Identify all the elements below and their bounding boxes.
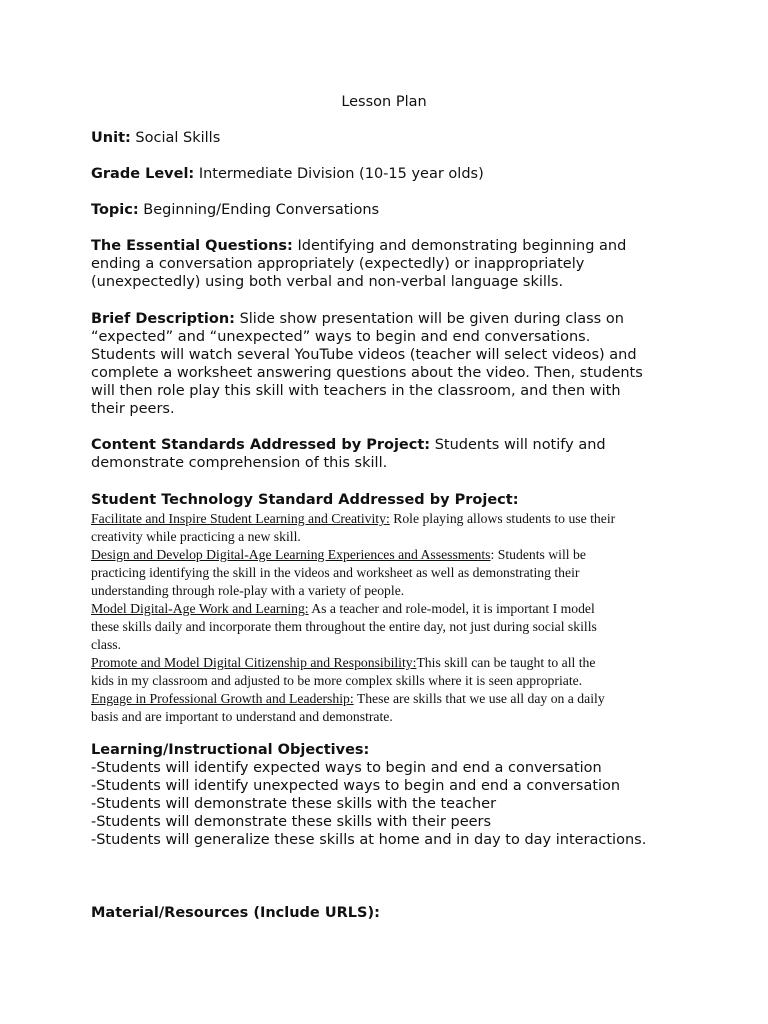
brief-description-section <box>91 310 691 418</box>
brief-text-line: their peers. <box>91 401 175 417</box>
objectives-section <box>91 741 691 849</box>
tech-standard-title: Model Digital-Age Work and Learning: <box>91 601 309 616</box>
content-label: Content Standards Addressed by Project: <box>91 437 431 453</box>
tech-standard-text: These are skills that we use all day on a daily <box>356 691 605 706</box>
brief-text-line: “expected” and “unexpected” ways to begin and end conversations. <box>91 329 591 345</box>
essential-text-line: ending a conversation appropriately (expectedly) or inappropriately <box>91 256 585 272</box>
tech-standards-heading: Student Technology Standard Addressed by Project: <box>91 492 519 508</box>
tech-standard-text: Role playing allows students to use their <box>393 511 616 526</box>
materials-heading: Material/Resources (Include URLS): <box>91 905 380 921</box>
tech-standard-text: As a teacher and role-model, it is important I model <box>311 601 595 616</box>
brief-text-line: complete a worksheet answering questions about the video. Then, students <box>91 365 643 381</box>
tech-standard-title: Engage in Professional Growth and Leadership: <box>91 691 354 706</box>
tech-standard-item <box>91 654 691 690</box>
content-text-line: Students will notify and <box>434 437 606 453</box>
tech-standards-list <box>91 510 691 726</box>
tech-standard-text: basis and are important to understand and demonstrate. <box>91 709 393 724</box>
grade-label: Grade Level: <box>91 166 195 182</box>
brief-text-line: will then role play this skill with teachers in the classroom, and then with <box>91 383 621 399</box>
topic-line <box>91 201 691 219</box>
brief-text-line: Students will watch several YouTube videos (teacher will select videos) and <box>91 347 637 363</box>
content-standards-section <box>91 436 691 472</box>
topic-value: Beginning/Ending Conversations <box>143 202 380 218</box>
tech-standard-item <box>91 546 691 600</box>
tech-standard-title: Promote and Model Digital Citizenship and Responsibility: <box>91 655 417 670</box>
objectives-heading: Learning/Instructional Objectives: <box>91 742 370 758</box>
tech-standard-title: Design and Develop Digital-Age Learning Experiences and Assessments <box>91 547 491 562</box>
objective-item: -Students will identify unexpected ways to begin and end a conversation <box>91 778 621 794</box>
objective-item: -Students will demonstrate these skills with their peers <box>91 814 492 830</box>
objective-item: -Students will demonstrate these skills with the teacher <box>91 796 497 812</box>
tech-standard-text: these skills daily and incorporate them throughout the entire day, not just during social skills <box>91 619 597 634</box>
topic-label: Topic: <box>91 202 139 218</box>
grade-line <box>91 165 691 183</box>
tech-standard-text: practicing identifying the skill in the videos and worksheet as well as demonstrating their <box>91 565 580 580</box>
essential-label: The Essential Questions: <box>91 238 293 254</box>
tech-standard-text: : Students will be <box>490 547 586 562</box>
unit-line <box>91 129 691 147</box>
page-title: Lesson Plan <box>341 94 427 110</box>
grade-value: Intermediate Division (10-15 year olds) <box>198 166 484 182</box>
tech-standard-item <box>91 510 691 546</box>
tech-standard-text: class. <box>91 637 122 652</box>
tech-standard-text: creativity while practicing a new skill. <box>91 529 301 544</box>
essential-questions-section <box>91 237 691 291</box>
tech-standard-text: understanding through role-play with a variety of people. <box>91 583 405 598</box>
essential-text-line: Identifying and demonstrating beginning and <box>297 238 627 254</box>
brief-label: Brief Description: <box>91 311 235 327</box>
unit-label: Unit: <box>91 130 131 146</box>
unit-value: Social Skills <box>135 130 221 146</box>
tech-standard-text: kids in my classroom and adjusted to be more complex skills where it is seen appropriate. <box>91 673 583 688</box>
objective-item: -Students will identify expected ways to begin and end a conversation <box>91 760 602 776</box>
tech-standard-title: Facilitate and Inspire Student Learning and Creativity: <box>91 511 390 526</box>
brief-text-line: Slide show presentation will be given during class on <box>239 311 624 327</box>
tech-standard-item <box>91 600 691 654</box>
essential-text-line: (unexpectedly) using both verbal and non-verbal language skills. <box>91 274 564 290</box>
objective-item: -Students will generalize these skills at home and in day to day interactions. <box>91 832 647 848</box>
tech-standard-item <box>91 690 691 726</box>
tech-standard-text: This skill can be taught to all the <box>416 655 596 670</box>
content-text-line: demonstrate comprehension of this skill. <box>91 455 388 471</box>
